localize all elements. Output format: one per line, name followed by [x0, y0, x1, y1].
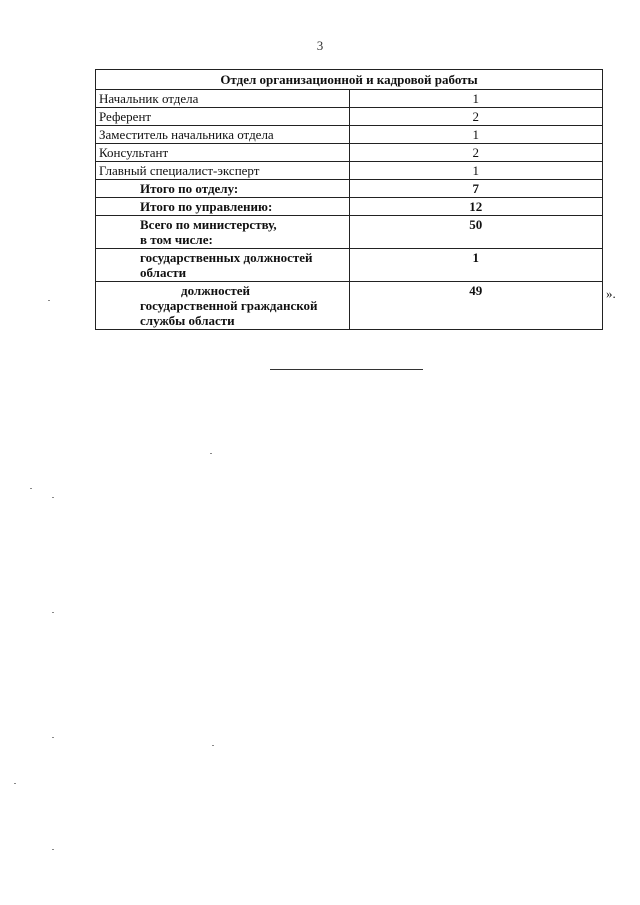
position-name: Референт: [96, 108, 350, 126]
department-total-label: Итого по отделу:: [96, 180, 350, 198]
table-header-row: [96, 70, 603, 90]
scan-speck: [52, 497, 54, 498]
table-row: [96, 126, 603, 144]
section-title: Отдел организационной и кадровой работы: [96, 70, 603, 90]
scan-speck: [212, 745, 214, 746]
civil-service-label: должностей государственной гражданской службы области: [96, 282, 350, 330]
department-total-value: 7: [349, 180, 603, 198]
scan-speck: [52, 612, 54, 613]
ministry-total-row: [96, 216, 603, 249]
state-positions-row: [96, 249, 603, 282]
directorate-total-row: [96, 198, 603, 216]
ministry-total-value: 50: [349, 216, 603, 249]
ministry-total-label-line2: в том числе:: [140, 232, 213, 247]
department-total-row: [96, 180, 603, 198]
position-count: 2: [349, 108, 603, 126]
position-count: 1: [349, 162, 603, 180]
separator-line: [270, 369, 423, 370]
directorate-total-value: 12: [349, 198, 603, 216]
scan-speck: [48, 300, 50, 301]
position-name: Начальник отдела: [96, 90, 350, 108]
ministry-total-label: [96, 216, 350, 249]
civil-service-row: [96, 282, 603, 330]
position-name: Главный специалист-эксперт: [96, 162, 350, 180]
page-number: 3: [316, 38, 324, 53]
state-positions-value: 1: [349, 249, 603, 282]
scan-speck: [14, 783, 16, 784]
scan-speck: [52, 737, 54, 738]
scan-speck: [210, 453, 212, 454]
table-row: [96, 144, 603, 162]
civil-service-value: 49: [349, 282, 603, 330]
scan-speck: [30, 488, 32, 489]
position-count: 1: [349, 90, 603, 108]
directorate-total-label: Итого по управлению:: [96, 198, 350, 216]
staffing-table: [95, 69, 603, 330]
ministry-total-label-line1: Всего по министерству,: [140, 217, 277, 232]
position-count: 2: [349, 144, 603, 162]
table-row: [96, 90, 603, 108]
position-name: Консультант: [96, 144, 350, 162]
table-row: [96, 162, 603, 180]
position-name: Заместитель начальника отдела: [96, 126, 350, 144]
scan-speck: [52, 849, 54, 850]
position-count: 1: [349, 126, 603, 144]
state-positions-label: государственных должностей области: [96, 249, 350, 282]
table-row: [96, 108, 603, 126]
closing-quote: ».: [606, 286, 616, 301]
